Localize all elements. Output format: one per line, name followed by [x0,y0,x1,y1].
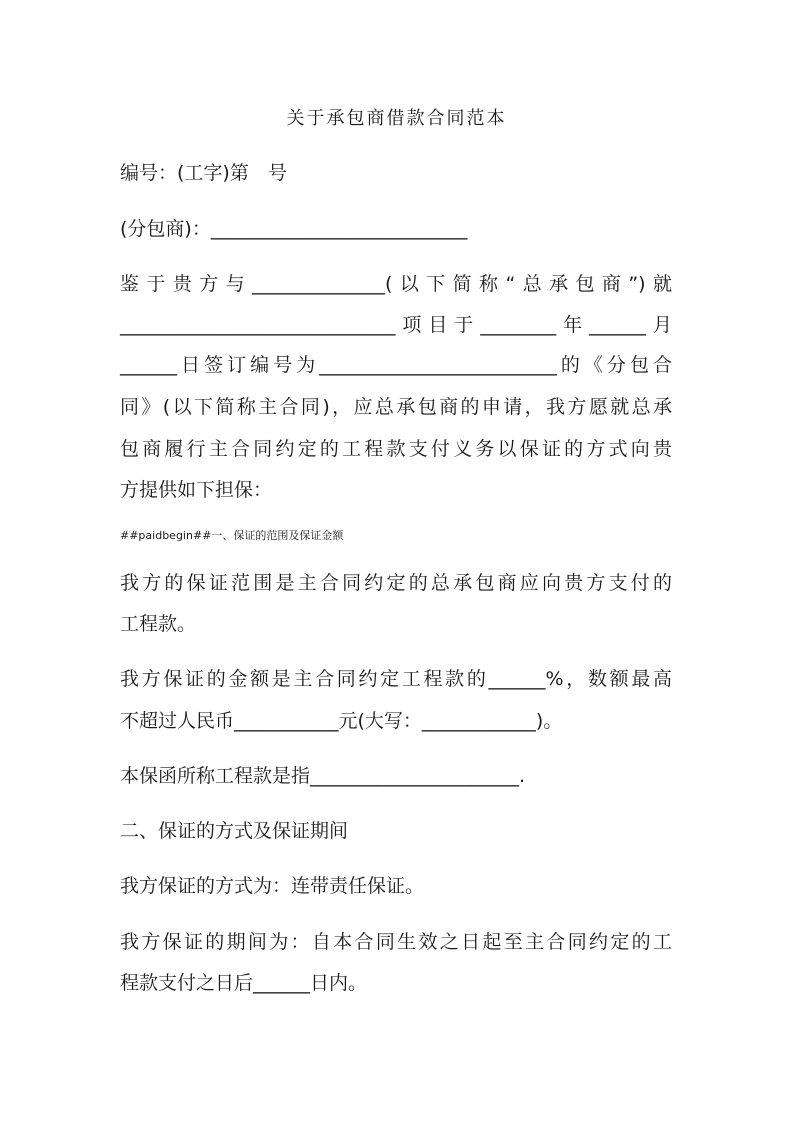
paragraph-1-line-3: ______日签订编号为_________________________的《分包合 [120,354,672,376]
paragraph-1-line-5: 包商履行主合同约定的工程款支付义务以保证的方式向贵 [120,438,672,460]
paragraph-4: 本保函所称工程款是指______________________. [120,765,526,787]
section-2-heading: 二、保证的方式及保证期间 [120,820,349,842]
document-title: 关于承包商借款合同范本 [286,108,507,129]
paragraph-3-line-2: 不超过人民币___________元(大写：____________)。 [120,710,563,732]
subcontractor-line: (分包商)：___________________________ [120,218,468,240]
paragraph-2-line-2: 工程款。 [120,613,197,635]
paragraph-1-line-6: 方提供如下担保： [120,479,273,501]
paragraph-1-line-4: 同》(以下简称主合同)，应总承包商的申请，我方愿就总承 [120,396,672,418]
paid-section-marker: ##paidbegin##一、保证的范围及保证金额 [120,529,344,542]
paragraph-1-line-2: _____________________________项目于________年______月 [120,314,672,336]
paragraph-3-line-1: 我方保证的金额是主合同约定工程款的______%，数额最高 [120,668,672,690]
paragraph-5: 我方保证的方式为：连带责任保证。 [120,875,425,897]
contract-number-line: 编号：(工字)第 号 [120,162,287,184]
paragraph-6-line-2: 程款支付之日后______日内。 [120,972,368,994]
paragraph-1-line-1: 鉴于贵方与______________(以下简称“总承包商”)就 [120,273,672,295]
paragraph-6-line-1: 我方保证的期间为：自本合同生效之日起至主合同约定的工 [120,931,672,953]
paragraph-2-line-1: 我方的保证范围是主合同约定的总承包商应向贵方支付的 [120,572,672,594]
